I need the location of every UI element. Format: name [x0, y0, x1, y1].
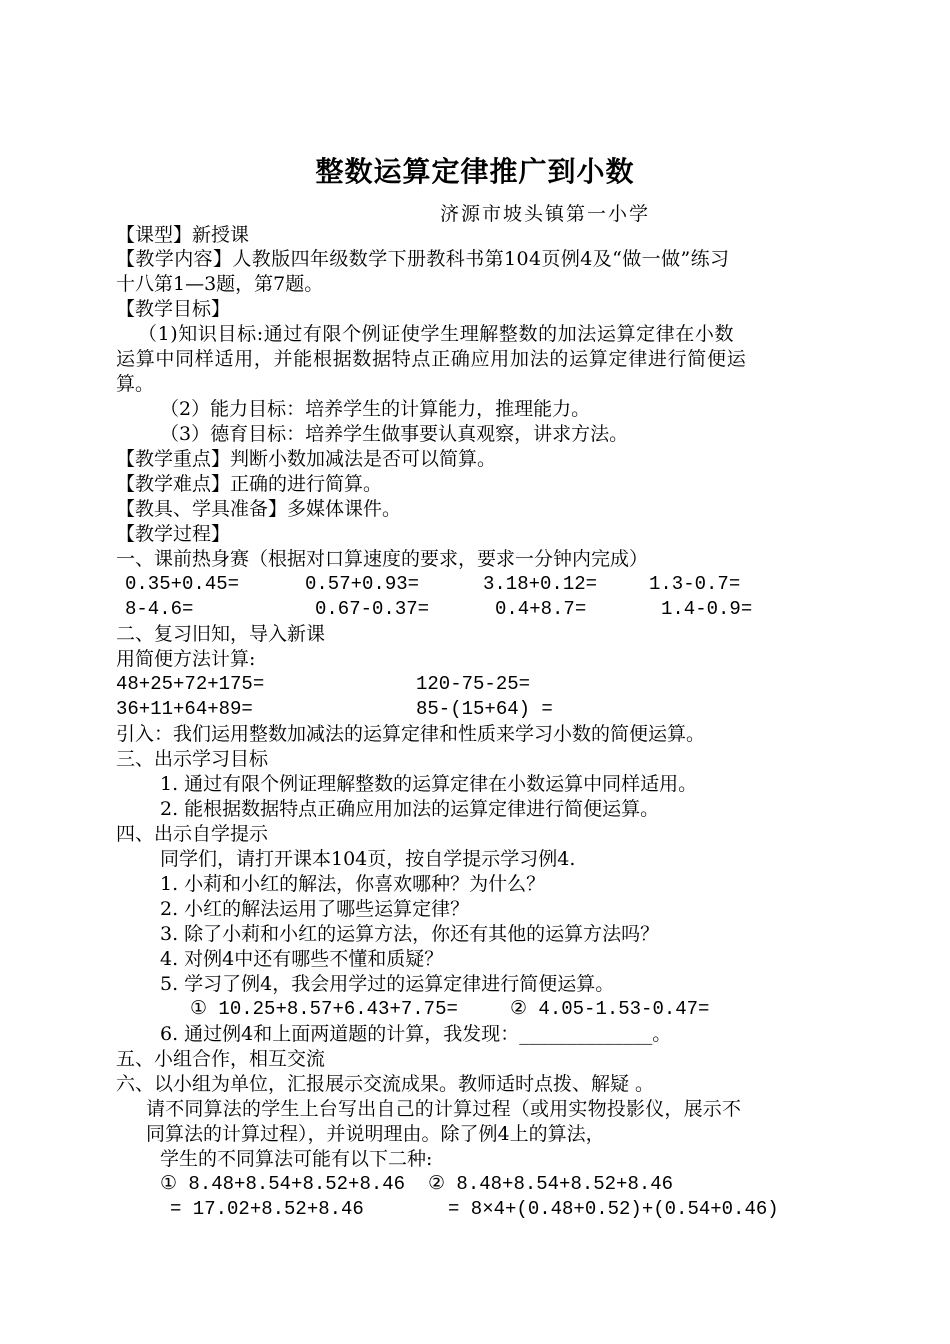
teaching-process-heading: 【教学过程】 — [116, 523, 231, 545]
difficult-point: 【教学难点】正确的进行简算。 — [116, 473, 383, 495]
section-goals: 三、出示学习目标 — [116, 748, 269, 770]
document-author: 济源市坡头镇第一小学 — [440, 203, 651, 225]
teaching-content-line1: 【教学内容】人教版四年级数学下册教科书第104页例4及“做一做”练习 — [116, 248, 730, 270]
self-study-item-1: 1. 小莉和小红的解法，你喜欢哪种？为什么？ — [160, 873, 546, 895]
key-point: 【教学重点】判断小数加减法是否可以简算。 — [116, 448, 497, 470]
lesson-type: 【课型】新授课 — [116, 224, 250, 246]
review-q1: 48+25+72+175= — [116, 673, 265, 695]
teaching-goals-heading: 【教学目标】 — [116, 298, 231, 320]
self-study-intro: 同学们，请打开课本104页，按自学提示学习例4. — [160, 848, 576, 870]
goal-knowledge-line1: （1)知识目标:通过有限个例证使学生理解整数的加法运算定律在小数 — [138, 323, 735, 345]
warmup-q5: 8-4.6= — [125, 598, 194, 620]
review-instruction: 用简便方法计算: — [116, 648, 256, 670]
warmup-q3: 3.18+0.12= — [483, 573, 598, 595]
report-text-line2: 同算法的计算过程），并说明理由。除了例4上的算法， — [146, 1123, 605, 1145]
warmup-q8: 1.4-0.9= — [661, 598, 753, 620]
review-q4: 85-(15+64) = — [416, 698, 553, 720]
section-warmup: 一、课前热身赛（根据对口算速度的要求，要求一分钟内完成） — [116, 548, 649, 570]
introduction: 引入：我们运用整数加减法的运算定律和性质来学习小数的简便运算。 — [116, 723, 706, 745]
method-1-step: = 17.02+8.52+8.46 — [170, 1198, 364, 1220]
self-study-item-4: 4. 对例4中还有哪些不懂和质疑？ — [160, 948, 444, 970]
method-1-expression: ① 8.48+8.54+8.52+8.46 — [160, 1173, 406, 1195]
warmup-q4: 1.3-0.7= — [649, 573, 741, 595]
self-study-item-5: 5. 学习了例4，我会用学过的运算定律进行简便运算。 — [160, 973, 615, 995]
method-2-step: = 8×4+(0.48+0.52)+(0.54+0.46) — [448, 1198, 779, 1220]
goal-ability: （2）能力目标：培养学生的计算能力，推理能力。 — [160, 398, 591, 420]
warmup-q6: 0.67-0.37= — [315, 598, 430, 620]
warmup-q2: 0.57+0.93= — [305, 573, 420, 595]
self-study-item-2: 2. 小红的解法运用了哪些运算定律？ — [160, 898, 470, 920]
goal-moral: （3）德育目标：培养学生做事要认真观察，讲求方法。 — [160, 423, 629, 445]
section-report: 六、以小组为单位，汇报展示交流成果。教师适时点拨、解疑 。 — [116, 1073, 655, 1095]
methods-intro: 学生的不同算法可能有以下二种: — [160, 1148, 433, 1170]
goal-item-2: 2. 能根据数据特点正确应用加法的运算定律进行简便运算。 — [160, 798, 660, 820]
section-review: 二、复习旧知，导入新课 — [116, 623, 326, 645]
practice-q2: ② 4.05-1.53-0.47= — [510, 998, 710, 1020]
teaching-aids: 【教具、学具准备】多媒体课件。 — [116, 498, 402, 520]
teaching-content-line2: 十八第1—3题，第7题。 — [116, 273, 324, 295]
goal-item-1: 1. 通过有限个例证理解整数的运算定律在小数运算中同样适用。 — [160, 773, 698, 795]
goal-knowledge-line3: 算。 — [116, 373, 155, 395]
report-text-line1: 请不同算法的学生上台写出自己的计算过程（或用实物投影仪，展示不 — [146, 1098, 742, 1120]
method-2-expression: ② 8.48+8.54+8.52+8.46 — [428, 1173, 674, 1195]
warmup-q1: 0.35+0.45= — [125, 573, 240, 595]
goal-knowledge-line2: 运算中同样适用，并能根据数据特点正确应用加法的运算定律进行简便运 — [116, 348, 747, 370]
review-q3: 36+11+64+89= — [116, 698, 253, 720]
self-study-item-6: 6. 通过例4和上面两道题的计算，我发现：______________。 — [160, 1023, 672, 1045]
review-q2: 120-75-25= — [416, 673, 531, 695]
section-self-study: 四、出示自学提示 — [116, 823, 269, 845]
section-group-work: 五、小组合作，相互交流 — [116, 1048, 326, 1070]
practice-q1: ① 10.25+8.57+6.43+7.75= — [190, 998, 458, 1020]
self-study-item-3: 3. 除了小莉和小红的运算方法，你还有其他的运算方法吗？ — [160, 923, 660, 945]
warmup-q7: 0.4+8.7= — [495, 598, 587, 620]
document-title: 整数运算定律推广到小数 — [315, 155, 635, 188]
